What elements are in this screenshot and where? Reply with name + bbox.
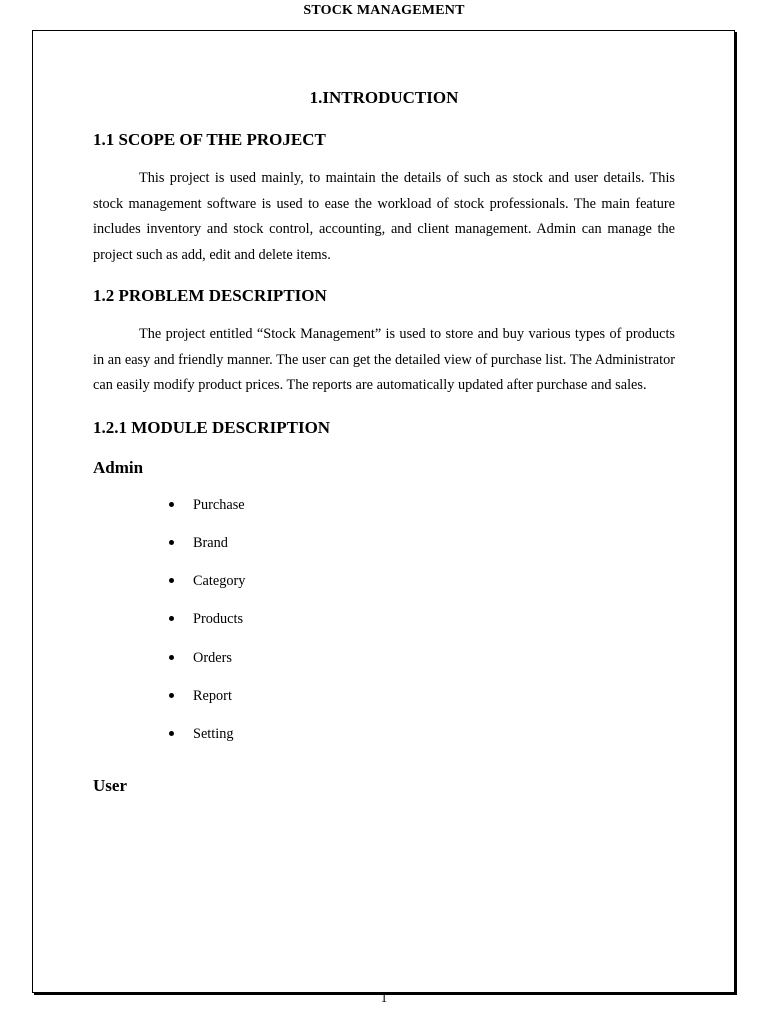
running-header: STOCK MANAGEMENT — [303, 3, 465, 18]
list-item — [93, 569, 675, 607]
list-item-label: Products — [193, 611, 244, 628]
list-item — [93, 531, 675, 569]
list-item-label: Brand — [193, 534, 228, 551]
list-item — [93, 493, 675, 531]
chapter-title: 1.INTRODUCTION — [309, 88, 459, 107]
list-item — [93, 646, 675, 684]
list-item — [93, 684, 675, 722]
document-body — [93, 86, 675, 797]
bullet-icon — [169, 502, 174, 507]
admin-module-list — [93, 493, 675, 761]
section-heading-problem: 1.2 PROBLEM DESCRIPTION — [93, 286, 327, 305]
paragraph-problem: The project entitled “Stock Management” is used to store and buy various types of products in an easy and friendly manner. The user can get the detailed view of purchase list. The Administrator can easily modify product prices. The reports are automatically updated after purchase and sales. — [93, 326, 675, 393]
section-heading-module: 1.2.1 MODULE DESCRIPTION — [93, 417, 331, 437]
list-item-label: Category — [193, 573, 246, 590]
bullet-icon — [169, 540, 174, 545]
list-item-label: Setting — [193, 726, 234, 743]
bullet-icon — [169, 616, 174, 621]
list-item — [93, 607, 675, 645]
list-item — [93, 722, 675, 760]
page-number: 1 — [380, 990, 388, 1005]
bullet-icon — [169, 693, 174, 698]
paragraph-scope: This project is used mainly, to maintain the details of such as stock and user details. This stock management software is used to ease the workload of stock professionals. The main feature includes inventory and stock control, accounting, and client management. Admin can manage the project such as add, edit and delete items. — [93, 170, 675, 263]
user-heading: User — [93, 775, 127, 795]
bullet-icon — [169, 731, 174, 736]
section-heading-scope: 1.1 SCOPE OF THE PROJECT — [93, 130, 326, 149]
list-item-label: Orders — [193, 649, 232, 666]
admin-heading: Admin — [93, 457, 144, 477]
bullet-icon — [169, 655, 174, 660]
bullet-icon — [169, 578, 174, 583]
list-item-label: Report — [193, 687, 232, 704]
list-item-label: Purchase — [193, 496, 245, 513]
